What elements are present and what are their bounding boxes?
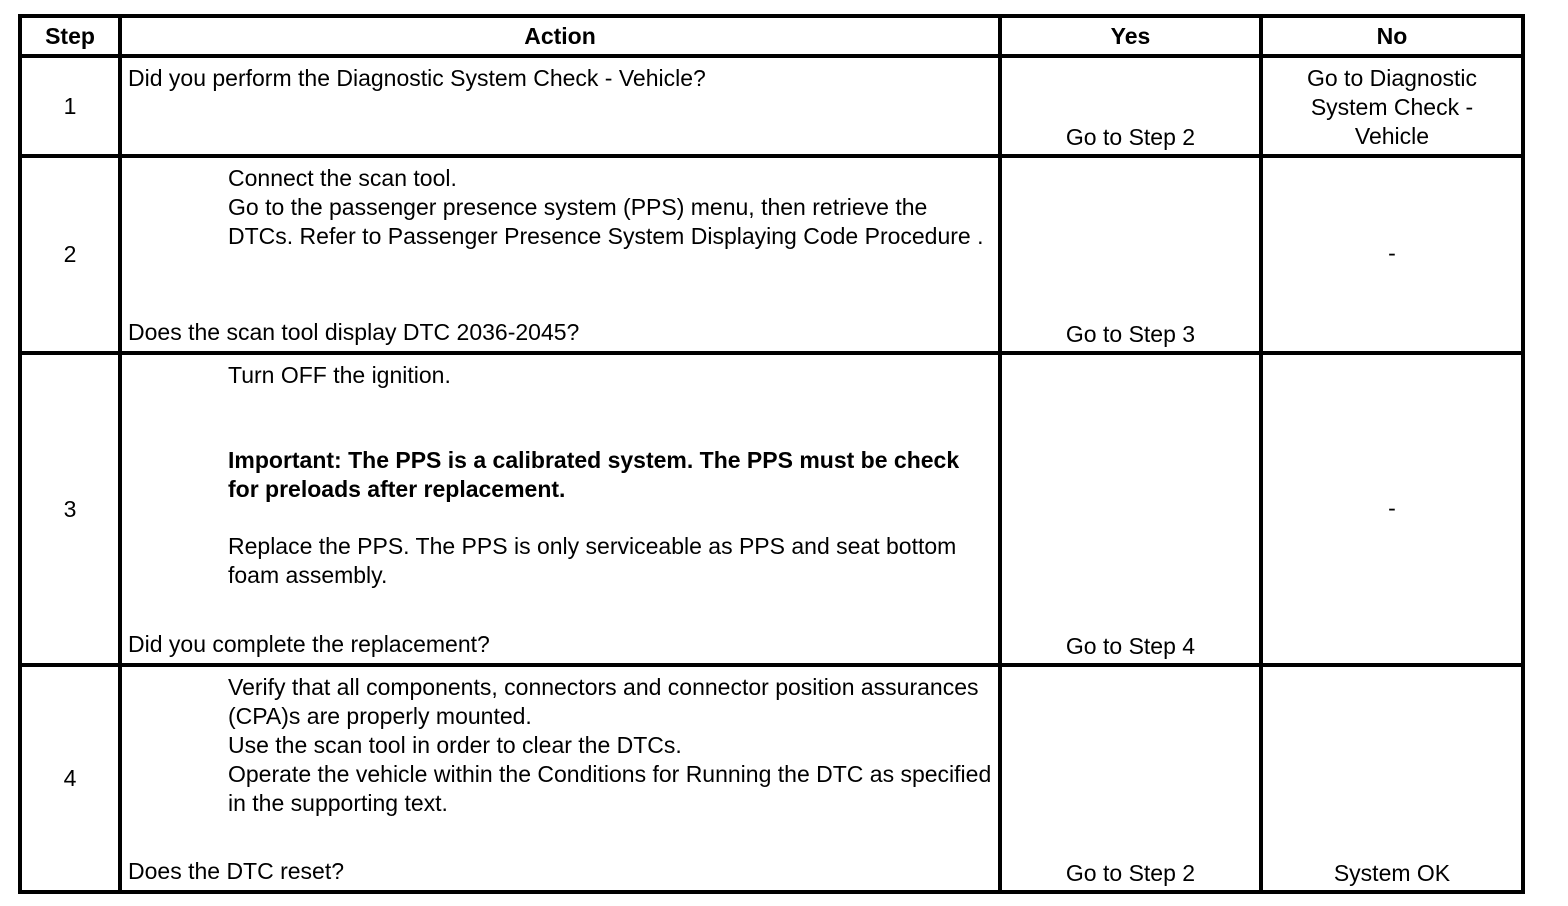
instruction-text: Operate the vehicle within the Conditions for Running the DTC as specified in the supporting text. [228,761,992,816]
instruction-text: Go to the passenger presence system (PPS) menu, then retrieve the DTCs. Refer to Passenger Presence System Displaying Code Procedure . [228,194,984,249]
step-number: 2 [20,156,120,353]
table-row [20,353,1523,665]
instruction-text: Use the scan tool in order to clear the DTCs. [228,732,682,758]
table-row [20,56,1523,156]
action-cell [120,353,1000,665]
no-cell: System OK [1261,665,1523,892]
question-text: Did you complete the replacement? [128,631,490,657]
header-no: No [1261,16,1523,56]
action-cell [120,156,1000,353]
yes-cell: Go to Step 2 [1000,56,1261,156]
action-cell [120,56,1000,156]
header-step: Step [20,16,120,56]
header-row [20,16,1523,56]
no-cell: - [1261,156,1523,353]
yes-cell: Go to Step 4 [1000,353,1261,665]
table-row [20,665,1523,892]
instruction-text: Connect the scan tool. [228,165,457,191]
step-number: 4 [20,665,120,892]
question-text: Did you perform the Diagnostic System Check - Vehicle? [128,65,706,91]
yes-cell: Go to Step 3 [1000,156,1261,353]
question-text: Does the DTC reset? [128,858,345,884]
table-row [20,156,1523,353]
no-text: Go to Diagnostic System Check - Vehicle [1306,65,1478,149]
step-number: 1 [20,56,120,156]
important-note: Important: The PPS is a calibrated system. The PPS must be check for preloads after replacement. [228,447,960,502]
action-cell [120,665,1000,892]
instruction-text: Verify that all components, connectors and connector position assurances (CPA)s are properly mounted. [228,674,979,729]
no-cell: - [1261,353,1523,665]
instruction-text: Turn OFF the ignition. [228,362,451,388]
header-yes: Yes [1000,16,1261,56]
question-text: Does the scan tool display DTC 2036-2045? [128,319,580,345]
no-cell [1261,56,1523,156]
instruction-text: Replace the PPS. The PPS is only serviceable as PPS and seat bottom foam assembly. [228,533,957,588]
header-action: Action [120,16,1000,56]
diagnostic-table [18,14,1525,894]
step-number: 3 [20,353,120,665]
yes-cell: Go to Step 2 [1000,665,1261,892]
